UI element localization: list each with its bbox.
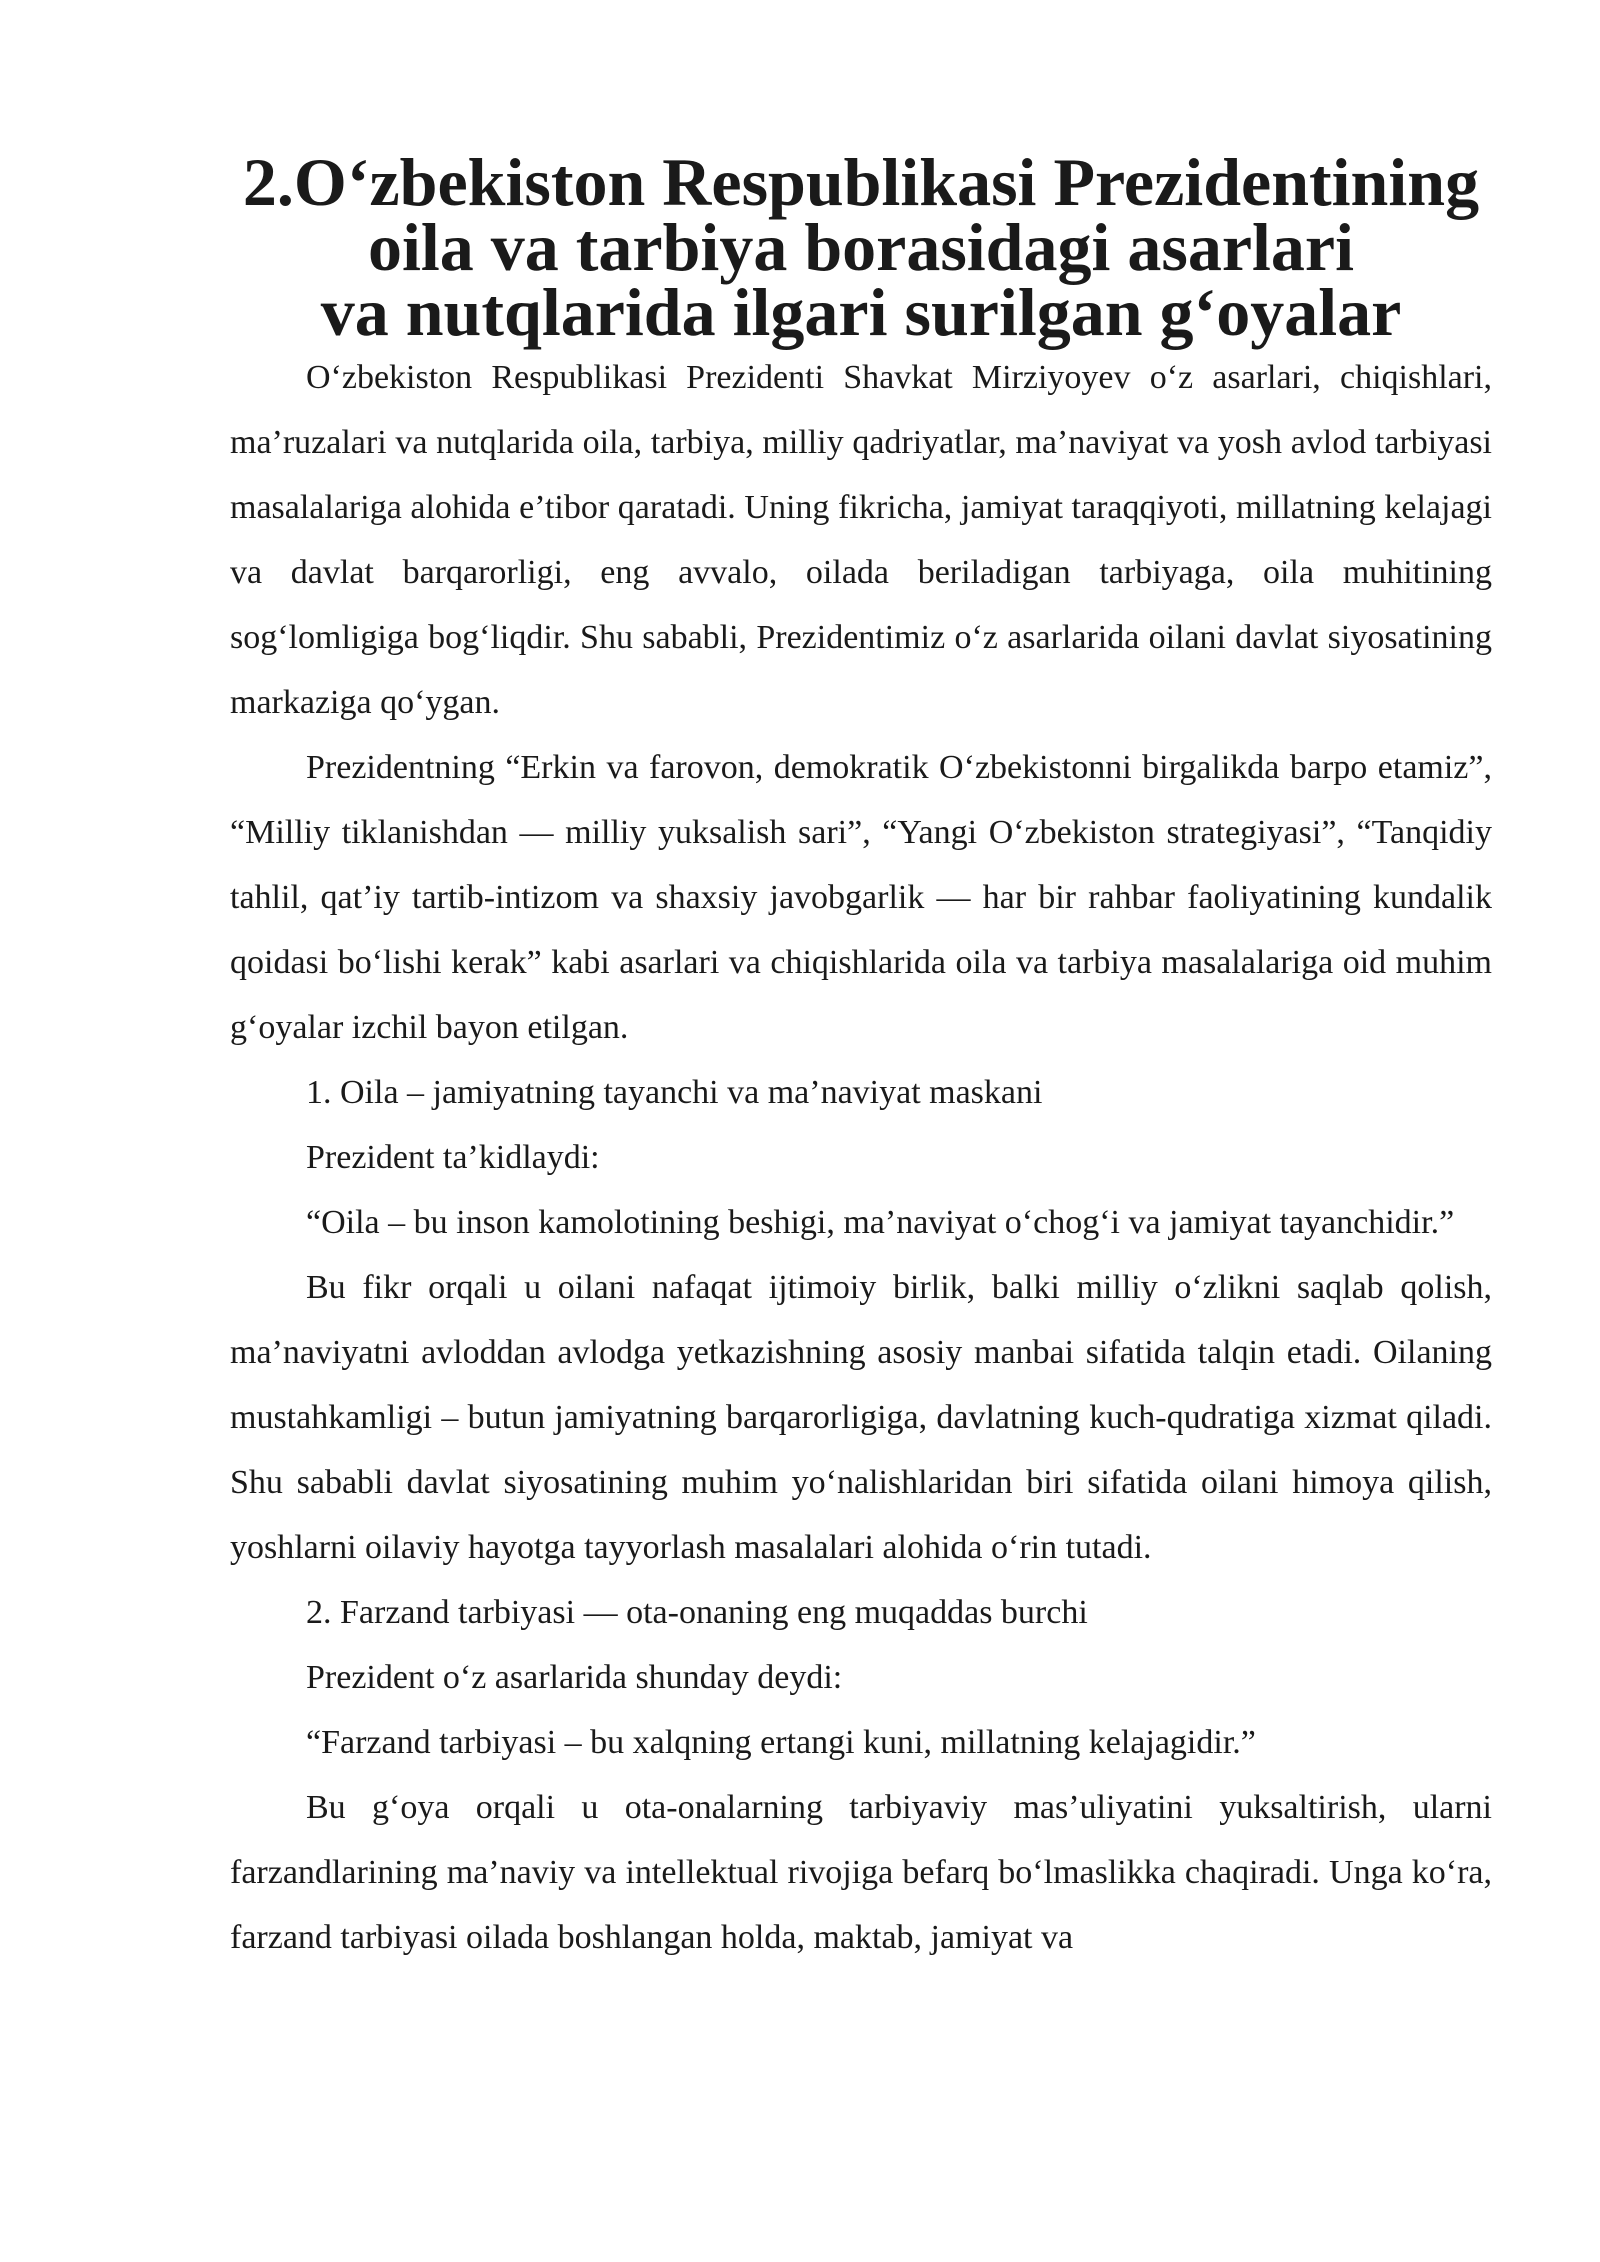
section-title: [230, 144, 1492, 350]
quote-2: “Farzand tarbiyasi – bu xalqning ertangi kuni, millatning kelajagidir.”: [306, 1724, 1256, 1761]
section-title-line-1: 2.O‘zbekiston Respublikasi Prezidentining oila va tarbiya borasidagi asarlari: [242, 144, 1480, 285]
subheading-2: 2. Farzand tarbiyasi — ota-onaning eng muqaddas burchi: [306, 1594, 1088, 1631]
works-paragraph: Prezidentning “Erkin va farovon, demokratik O‘zbekistonni birgalikda barpo etamiz”, “Milliy tiklanishdan — milliy yuksalish sari”, “Yangi O‘zbekiston strategiyasi”, “Tanqidiy tahlil, qat’iy tartib-intizom va shaxsiy javobgarlik — har bir rahbar faoliyatining kundalik qoidasi bo‘lishi kerak” kabi asarlari va chiqishlarida oila va tarbiya masalalariga oid muhim g‘oyalar izchil bayon etilgan.: [230, 749, 1492, 1046]
explanation-paragraph-1: Bu fikr orqali u oilani nafaqat ijtimoiy birlik, balki milliy o‘zlikni saqlab qolish, ma’naviyatni avloddan avlodga yetkazishning asosiy manbai sifatida talqin etadi. Oilaning mustahkamligi – butun jamiyatning barqarorligiga, davlatning kuch-qudratiga xizmat qiladi. Shu sababli davlat siyosatining muhim yo‘nalishlaridan biri sifatida oilani himoya qilish, yoshlarni oilaviy hayotga tayyorlash masalalari alohida o‘rin tutadi.: [230, 1269, 1492, 1566]
quote-1: “Oila – bu inson kamolotining beshigi, ma’naviyat o‘chog‘i va jamiyat tayanchidir.”: [306, 1204, 1455, 1241]
subheading-1: 1. Oila – jamiyatning tayanchi va ma’naviyat maskani: [306, 1074, 1043, 1111]
document-body: [230, 144, 1492, 1970]
quote-intro-2: Prezident o‘z asarlarida shunday deydi:: [306, 1659, 843, 1696]
quote-intro-1: Prezident ta’kidlaydi:: [306, 1139, 600, 1176]
intro-paragraph: O‘zbekiston Respublikasi Prezidenti Shavkat Mirziyoyev o‘z asarlari, chiqishlari, ma’ruzalari va nutqlarida oila, tarbiya, milliy qadriyatlar, ma’naviyat va yosh avlod tarbiyasi masalalariga alohida e’tibor qaratadi. Uning fikricha, jamiyat taraqqiyoti, millatning kelajagi va davlat barqarorligi, eng avvalo, oilada beriladigan tarbiyaga, oila muhitining sog‘lomligiga bog‘liqdir. Shu sababli, Prezidentimiz o‘z asarlarida oilani davlat siyosatining markaziga qo‘ygan.: [230, 359, 1492, 721]
section-title-line-2: va nutqlarida ilgari surilgan g‘oyalar: [320, 274, 1402, 350]
explanation-paragraph-2: Bu g‘oya orqali u ota-onalarning tarbiyaviy mas’uliyatini yuksaltirish, ularni farzandlarining ma’naviy va intellektual rivojiga befarq bo‘lmaslikka chaqiradi. Unga ko‘ra, farzand tarbiyasi oilada boshlangan holda, maktab, jamiyat va: [230, 1789, 1492, 1956]
